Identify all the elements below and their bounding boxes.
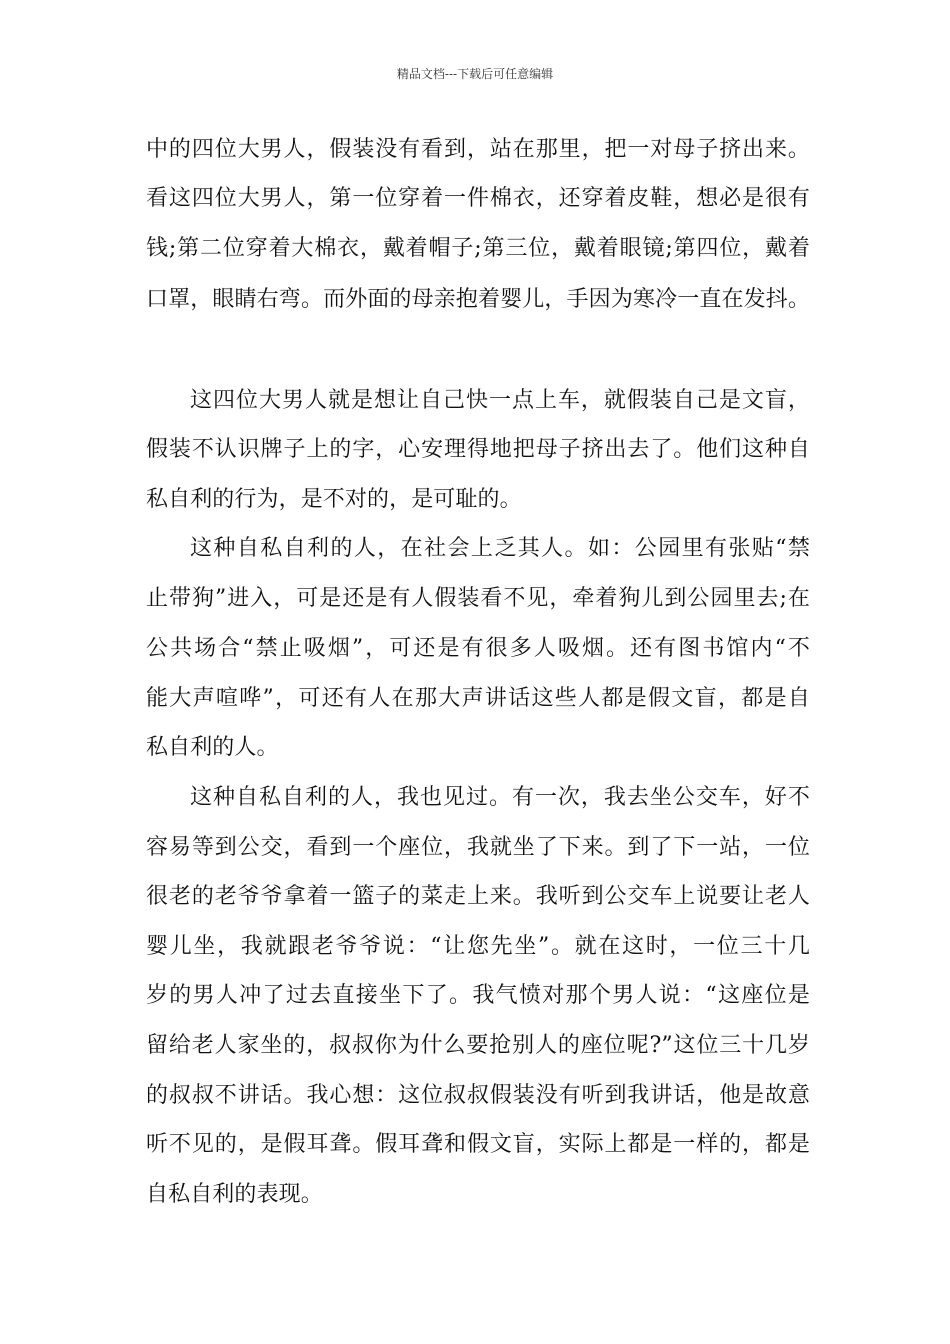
text-line: 中的四位大男人，假装没有看到，站在那里，把一对母子挤出来。 <box>146 137 810 162</box>
text-line: 很老的老爷爷拿着一篮子的菜走上来。我听到公交车上说要让老人 <box>146 884 810 909</box>
text-line: 假装不认识牌子上的字，心安理得地把母子挤出去了。他们这种自 <box>146 437 810 462</box>
text-line: 的叔叔不讲话。我心想：这位叔叔假装没有听到我讲话，他是故意 <box>146 1083 810 1108</box>
text-line: 公共场合“禁止吸烟”，可还是有很多人吸烟。还有图书馆内“不 <box>146 636 810 661</box>
text-line: 容易等到公交，看到一个座位，我就坐了下来。到了下一站，一位 <box>146 835 810 860</box>
text-line: 留给老人家坐的，叔叔你为什么要抢别人的座位呢?”这位三十几岁 <box>146 1033 810 1058</box>
text-line: 这种自私自利的人，在社会上乏其人。如：公园里有张贴“禁 <box>190 536 810 561</box>
text-line: 自私自利的表现。 <box>146 1182 323 1207</box>
text-line: 看这四位大男人，第一位穿着一件棉衣，还穿着皮鞋，想必是很有 <box>146 186 810 211</box>
text-line: 这种自私自利的人，我也见过。有一次，我去坐公交车，好不 <box>190 785 810 810</box>
text-line: 口罩，眼睛右弯。而外面的母亲抱着婴儿，手因为寒冷一直在发抖。 <box>146 287 810 312</box>
text-line: 止带狗”进入，可是还是有人假装看不见，牵着狗儿到公园里去;在 <box>146 586 810 611</box>
text-line: 这四位大男人就是想让自己快一点上车，就假装自己是文盲， <box>190 388 810 413</box>
text-line: 岁的男人冲了过去直接坐下了。我气愤对那个男人说：“这座位是 <box>146 983 810 1008</box>
text-line: 私自利的行为，是不对的，是可耻的。 <box>146 487 522 512</box>
text-line: 婴儿坐，我就跟老爷爷说：“让您先坐”。就在这时，一位三十几 <box>146 934 810 959</box>
text-line: 钱;第二位穿着大棉衣，戴着帽子;第三位，戴着眼镜;第四位，戴着 <box>146 236 810 261</box>
text-line: 私自利的人。 <box>146 735 279 760</box>
text-line: 听不见的，是假耳聋。假耳聋和假文盲，实际上都是一样的，都是 <box>146 1132 810 1157</box>
text-line: 能大声喧哗”，可还有人在那大声讲话这些人都是假文盲，都是自 <box>146 686 810 711</box>
page-header: 精品文档---下载后可任意编辑 <box>396 67 554 81</box>
